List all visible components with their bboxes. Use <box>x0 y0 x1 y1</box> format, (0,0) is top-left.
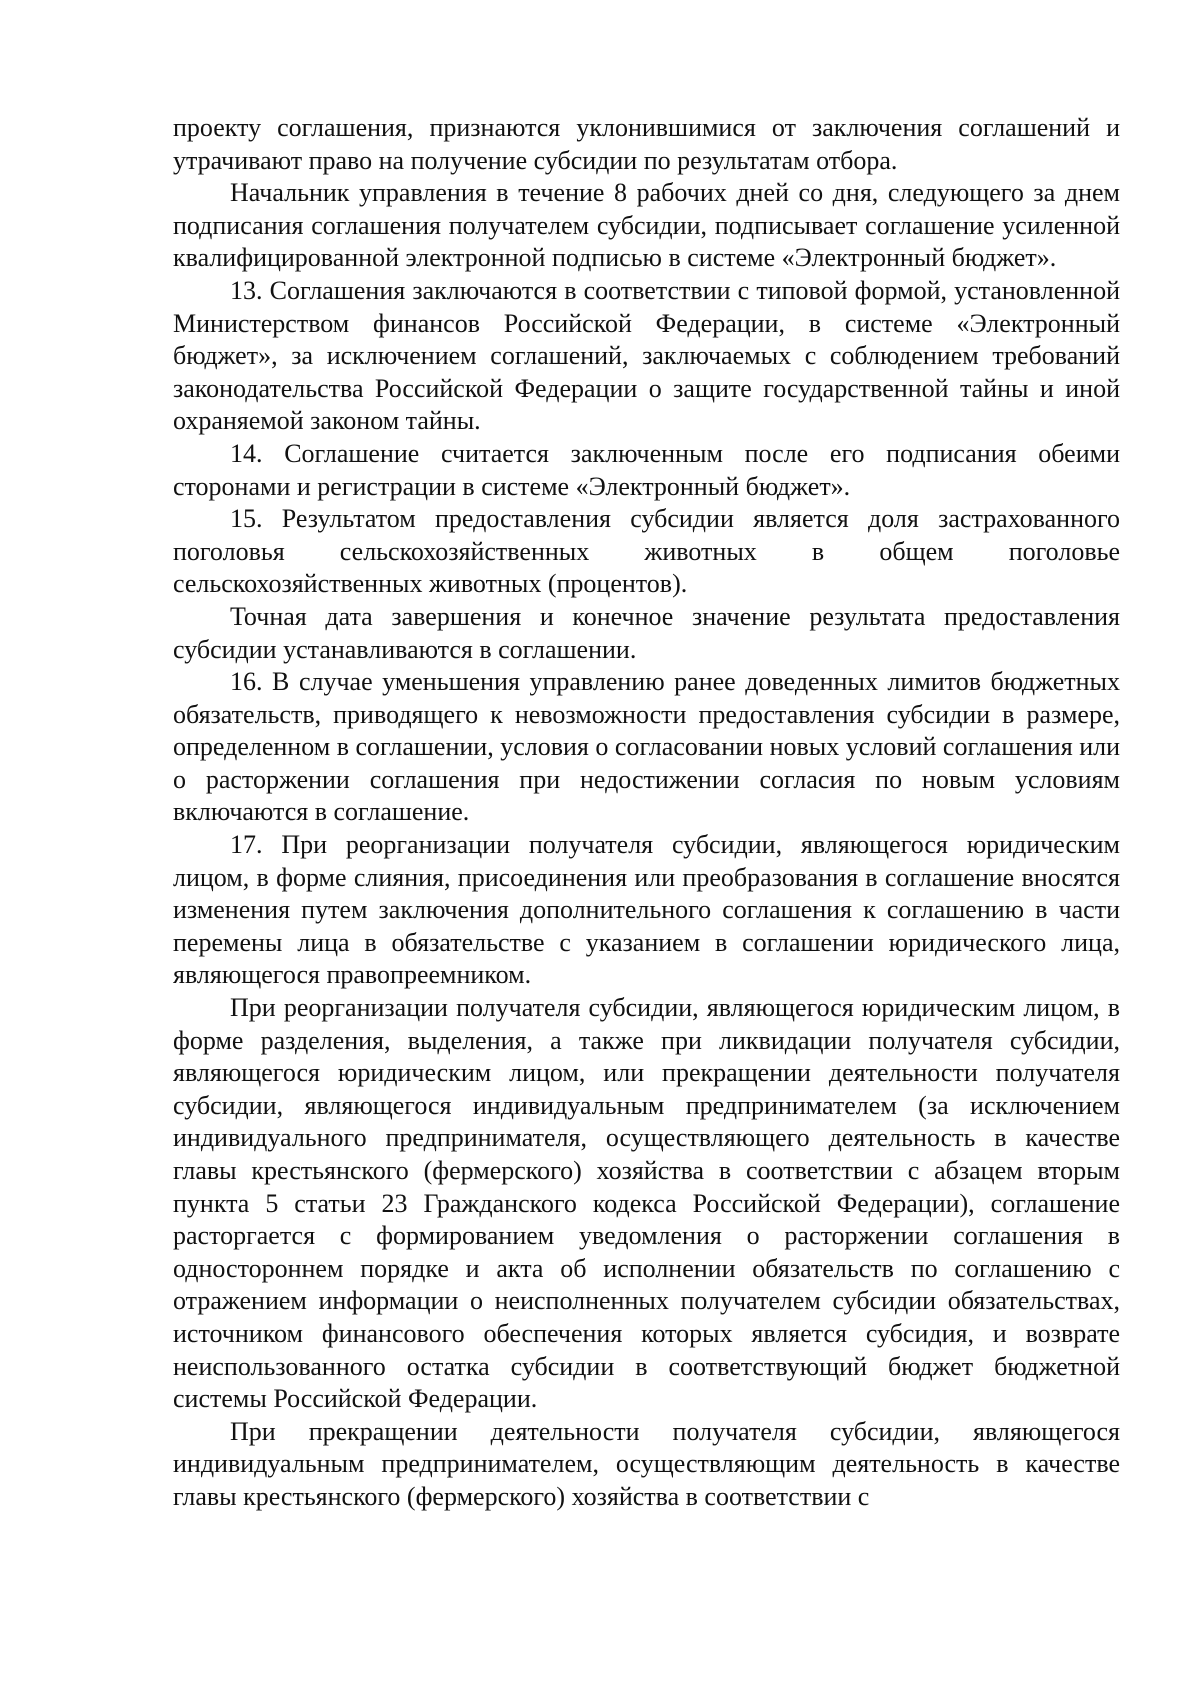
paragraph-reorganization: При реорганизации получателя субсидии, являющегося юридическим лицом, в форме разделения, выделения, а также при ликвидации получателя субсидии, являющегося юридическим лицом, или прекращении деятельности получателя субсидии, являющегося индивидуальным предпринимателем (за исключением индивидуального предпринимателя, осуществляющего деятельность в качестве главы крестьянского (фермерского) хозяйства в соответствии с абзацем вторым пункта 5 статьи 23 Гражданского кодекса Российской Федерации), соглашение расторгается с формированием уведомления о расторжении соглашения в одностороннем порядке и акта об исполнении обязательств по соглашению с отражением информации о неисполненных получателем субсидии обязательствах, источником финансового обеспечения которых является субсидия, и возврате неиспользованного остатка субсидии в соответствующий бюджет бюджетной системы Российской Федерации. <box>173 993 1120 1414</box>
document-page <box>173 112 1120 1514</box>
paragraph-continuation: проекту соглашения, признаются уклонившимися от заключения соглашений и утрачивают право на получение субсидии по результатам отбора. <box>173 113 1120 175</box>
paragraph-item-17: 17. При реорганизации получателя субсидии, являющегося юридическим лицом, в форме слияния, присоединения или преобразования в соглашение вносятся изменения путем заключения дополнительного соглашения к соглашению в части перемены лица в обязательстве с указанием в соглашении юридического лица, являющегося правопреемником. <box>173 830 1120 990</box>
paragraph-item-14: 14. Соглашение считается заключенным после его подписания обеими сторонами и регистрации в системе «Электронный бюджет». <box>173 438 1120 501</box>
paragraph-item-15: 15. Результатом предоставления субсидии является доля застрахованного поголовья сельскохозяйственных животных в общем поголовье сельскохозяйственных животных (процентов). <box>173 504 1120 599</box>
paragraph-termination: При прекращении деятельности получателя субсидии, являющегося индивидуальным предпринимателем, осуществляющим деятельность в качестве главы крестьянского (фермерского) хозяйства в соответствии с <box>173 1416 1120 1511</box>
paragraph-head-signing: Начальник управления в течение 8 рабочих дней со дня, следующего за днем подписания соглашения получателем субсидии, подписывает соглашение усиленной квалифицированной электронной подписью в системе «Электронный бюджет». <box>173 178 1120 273</box>
paragraph-item-16: 16. В случае уменьшения управлению ранее доведенных лимитов бюджетных обязательств, приводящего к невозможности предоставления субсидии в размере, определенном в соглашении, условия о согласовании новых условий соглашения или о расторжении соглашения при недостижении согласия по новым условиям включаются в соглашение. <box>173 667 1120 827</box>
paragraph-item-13: 13. Соглашения заключаются в соответствии с типовой формой, установленной Министерством финансов Российской Федерации, в системе «Электронный бюджет», за исключением соглашений, заключаемых с соблюдением требований законодательства Российской Федерации о защите государственной тайны и иной охраняемой законом тайны. <box>173 275 1120 436</box>
paragraph-result-date: Точная дата завершения и конечное значение результата предоставления субсидии устанавливаются в соглашении. <box>173 601 1120 664</box>
